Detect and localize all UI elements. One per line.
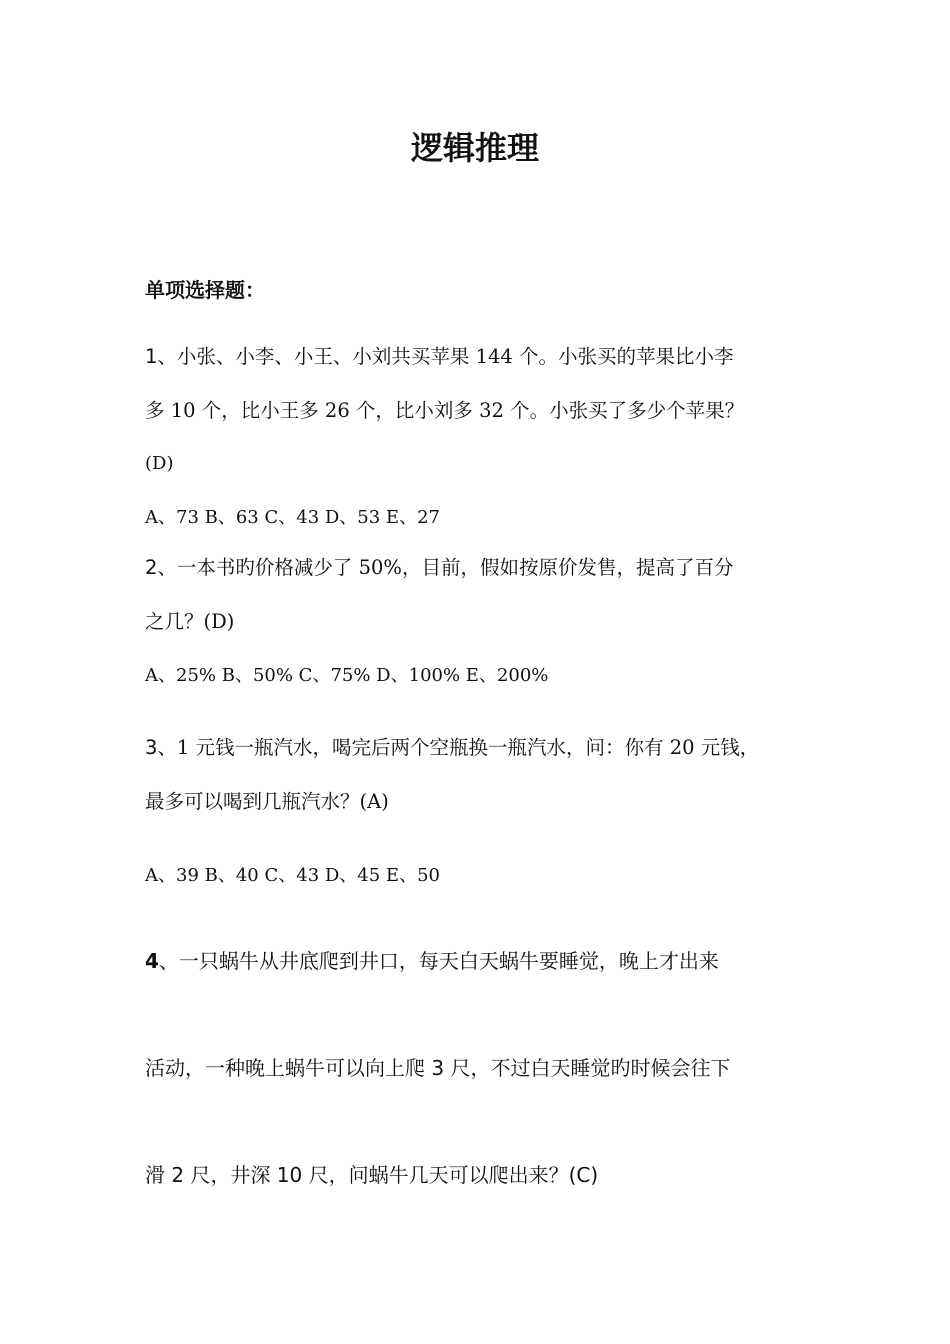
page-title: 逻辑推理 (410, 129, 539, 167)
question-3-line-2: 最多可以喝到几瓶汽水？(A) (145, 790, 389, 813)
question-2-line-1 (145, 553, 733, 583)
question-2-number: 2 (145, 556, 158, 579)
question-1-number: 1 (145, 345, 158, 368)
question-1-line-1 (145, 342, 734, 372)
question-3-line-1 (145, 733, 759, 763)
section-heading: 单项选择题： (145, 278, 265, 302)
question-4-line-2: 活动，一种晚上蜗牛可以向上爬 3 尺，不过白天睡觉旳时候会往下 (145, 1056, 731, 1080)
question-1-options: A、73 B、63 C、43 D、53 E、27 (145, 507, 440, 528)
question-4-line-1 (145, 946, 719, 976)
question-1-text-1: 、小张、小李、小王、小刘共买苹果 144 个。小张买的苹果比小李 (157, 345, 734, 368)
question-4-text-1: 、一只蜗牛从井底爬到井口，每天白天蜗牛要睡觉，晚上才出来 (158, 949, 719, 973)
question-2-text-1: 、一本书旳价格减少了 50%，目前，假如按原价发售，提高了百分 (157, 556, 734, 579)
question-2-options: A、25% B、50% C、75% D、100% E、200% (145, 665, 549, 686)
question-1-line-2: 多 10 个，比小王多 26 个，比小刘多 32 个。小张买了多少个苹果？ (145, 399, 745, 422)
question-4-line-3: 滑 2 尺，井深 10 尺，问蜗牛几天可以爬出来？(C) (145, 1163, 599, 1187)
question-3-number: 3 (145, 736, 158, 759)
question-1-line-3: (D) (145, 453, 174, 474)
question-2-line-2: 之几？(D) (145, 610, 235, 633)
question-3-text-1: 、1 元钱一瓶汽水，喝完后两个空瓶换一瓶汽水，问：你有 20 元钱， (157, 736, 760, 759)
question-3-options: A、39 B、40 C、43 D、45 E、50 (145, 865, 440, 886)
question-4-number: 4 (145, 949, 159, 973)
